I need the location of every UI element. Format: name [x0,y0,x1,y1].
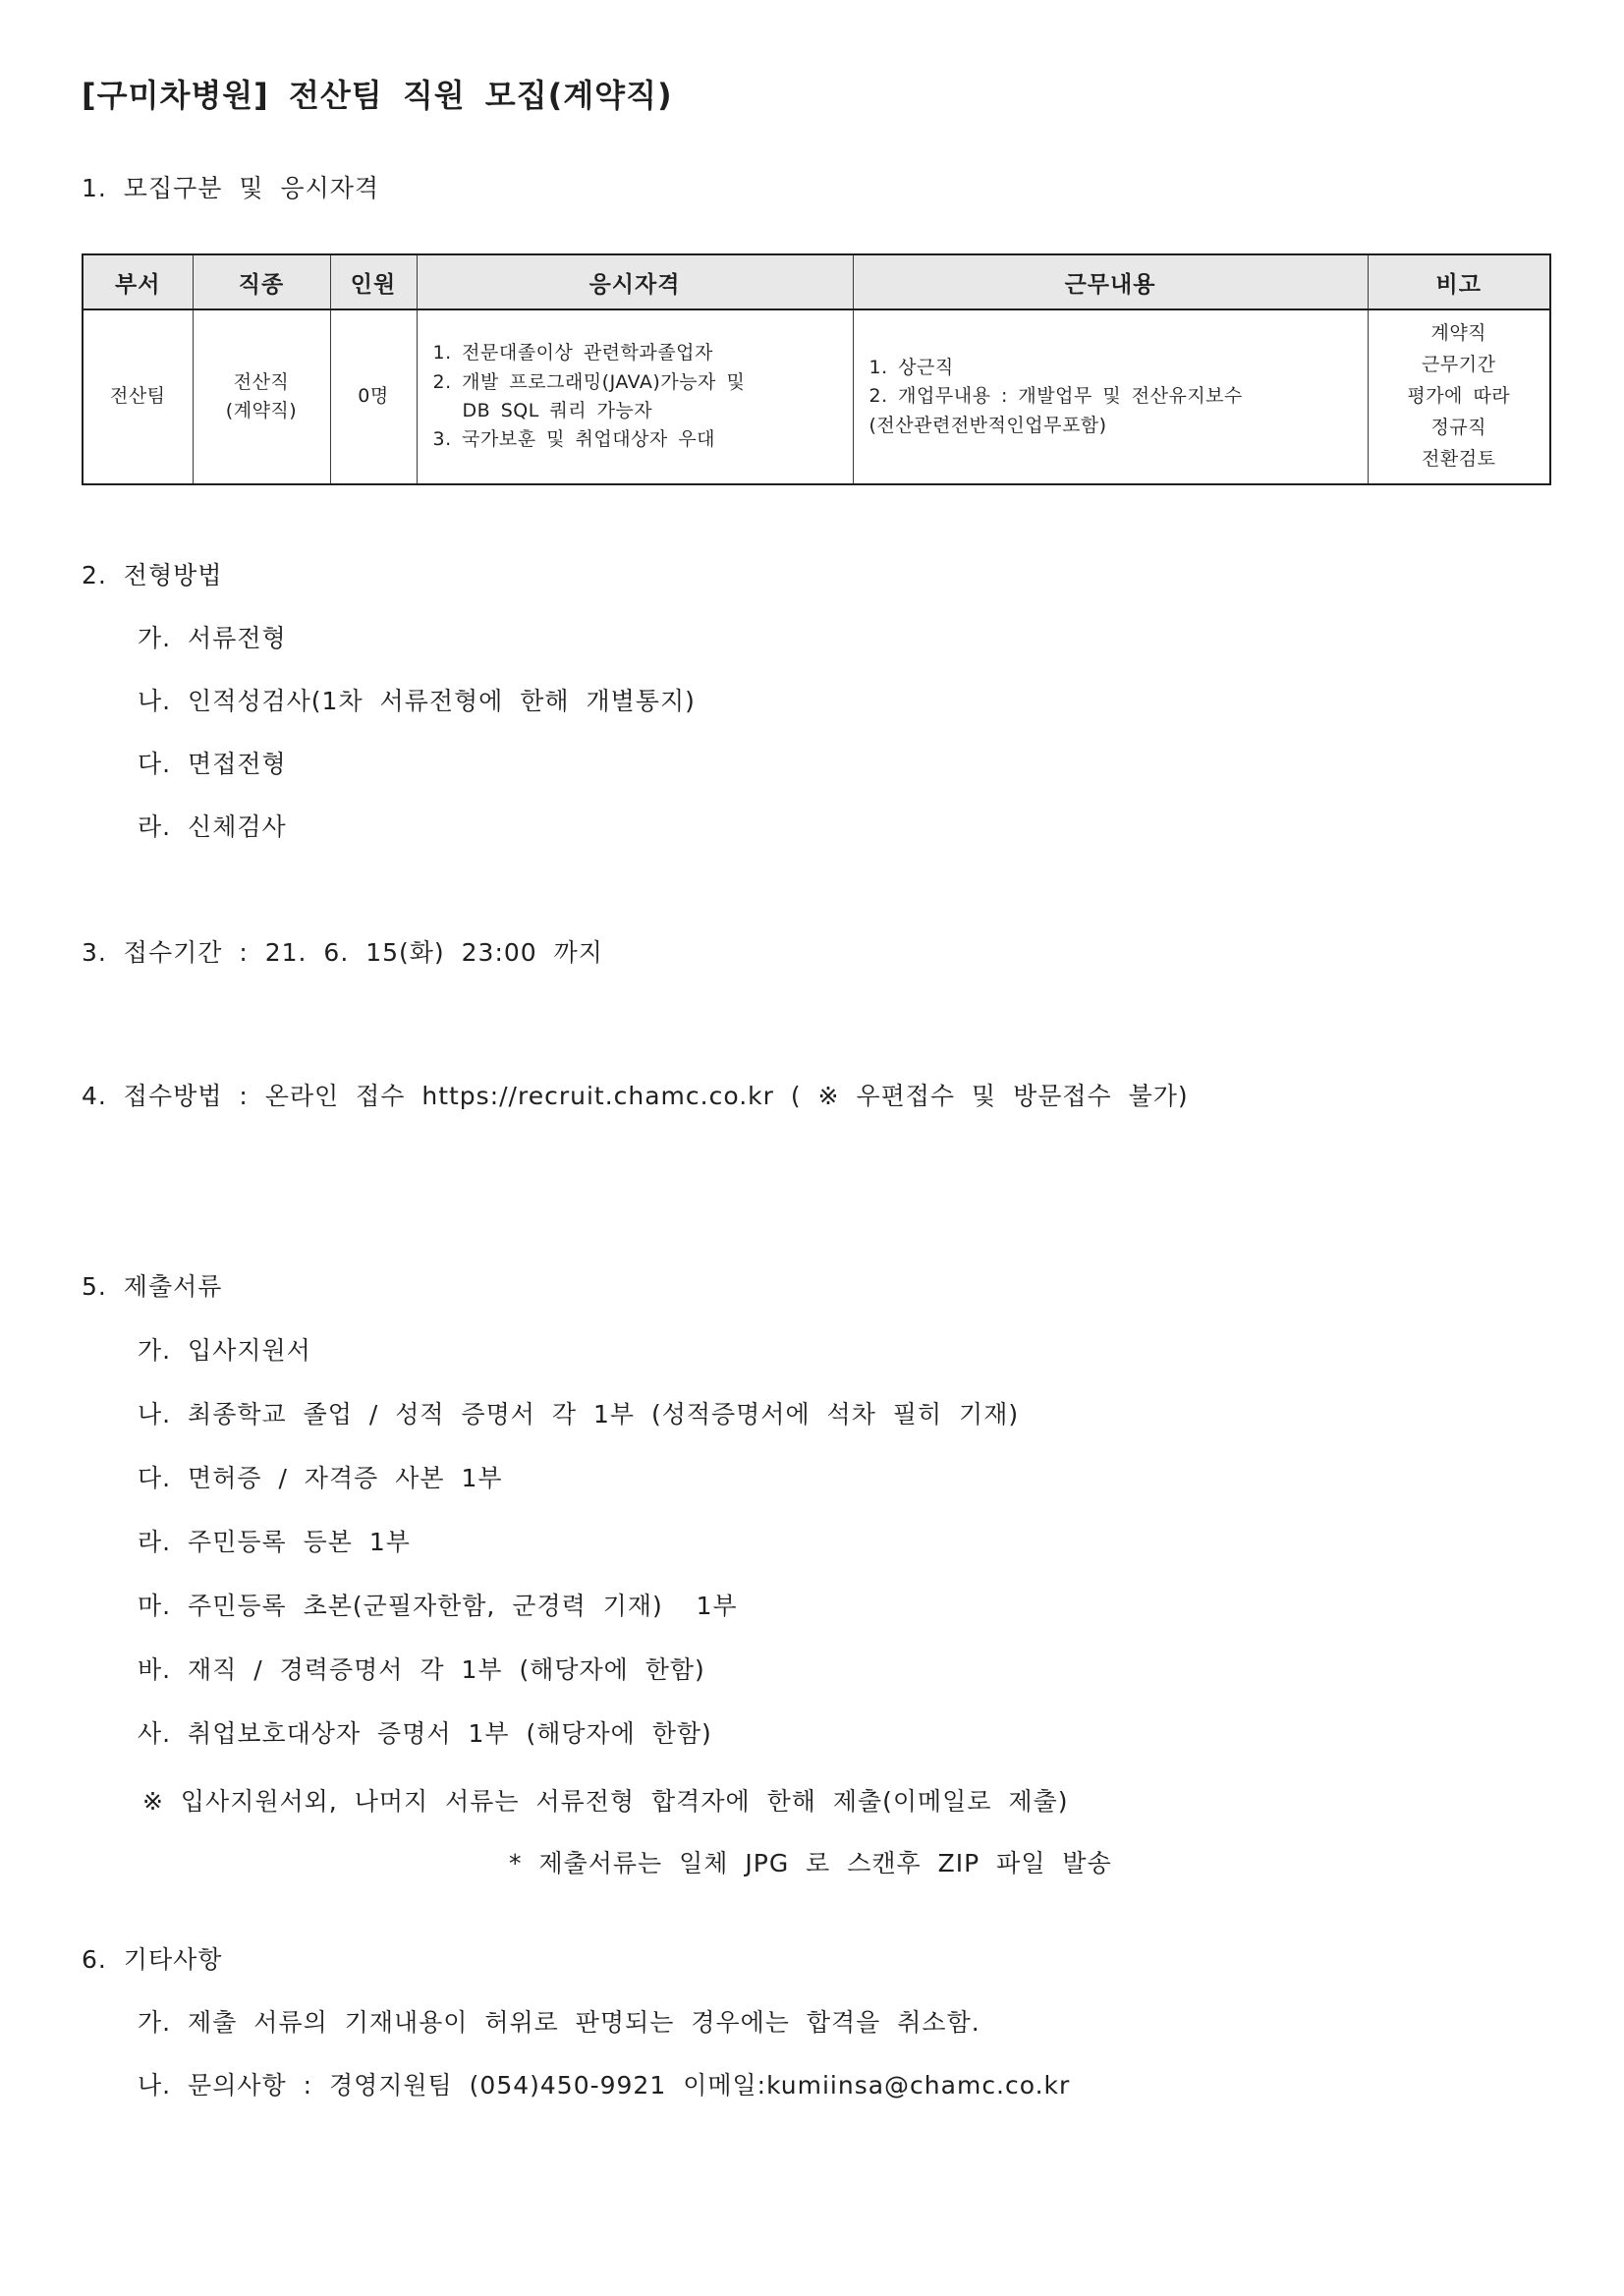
section5-heading: 5. 제출서류 [82,1272,223,1301]
section2-item-da: 다. 면접전형 [138,750,287,778]
document-title: [구미차병원] 전산팀 직원 모집(계약직) [82,77,673,114]
section6-item-na: 나. 문의사항 : 경영지원팀 (054)450-9921 이메일:kumiinsa@chamc.co.kr [138,2071,1071,2100]
section5-item-ma: 마. 주민등록 초본(군필자한함, 군경력 기재) 1부 [138,1592,738,1620]
cell-job: 전산직 (계약직) [193,309,330,484]
section2-item-ra: 라. 신체검사 [138,812,287,841]
cell-dept: 전산팀 [83,309,193,484]
section5-item-da: 다. 면허증 / 자격증 사본 1부 [138,1464,503,1492]
section5-note-submission: ※ 입사지원서외, 나머지 서류는 서류전형 합격자에 한해 제출(이메일로 제출) [142,1787,1069,1816]
cell-qualification: 1. 전문대졸이상 관련학과졸업자 2. 개발 프로그래밍(JAVA)가능자 및 DB SQL 쿼리 가능자 3. 국가보훈 및 취업대상자 우대 [417,309,853,484]
section1-heading: 1. 모집구분 및 응시자격 [82,174,380,202]
section6-heading: 6. 기타사항 [82,1945,223,1974]
section5-item-ra: 라. 주민등록 등본 1부 [138,1528,411,1556]
recruitment-table [82,253,1551,485]
header-dept: 부서 [83,254,193,309]
section4-heading: 4. 접수방법 : 온라인 접수 https://recruit.chamc.co.kr ( ※ 우편접수 및 방문접수 불가) [82,1082,1189,1110]
section5-item-ba: 바. 재직 / 경력증명서 각 1부 (해당자에 한함) [138,1655,705,1684]
header-job: 직종 [193,254,330,309]
table-row [83,309,1550,484]
section5-note-scan: * 제출서류는 일체 JPG 로 스캔후 ZIP 파일 발송 [509,1849,1112,1877]
header-qualification: 응시자격 [417,254,853,309]
section2-heading: 2. 전형방법 [82,561,223,589]
section2-item-na: 나. 인적성검사(1차 서류전형에 한해 개별통지) [138,687,696,715]
header-duties: 근무내용 [853,254,1368,309]
section2-item-ga: 가. 서류전형 [138,624,287,652]
header-note: 비고 [1368,254,1550,309]
section5-item-na: 나. 최종학교 졸업 / 성적 증명서 각 1부 (성적증명서에 석차 필히 기재) [138,1400,1020,1428]
section5-item-ga: 가. 입사지원서 [138,1336,311,1365]
table-header-row [83,254,1550,309]
header-count: 인원 [330,254,417,309]
cell-note: 계약직 근무기간 평가에 따라 정규직 전환검토 [1368,309,1550,484]
section3-heading: 3. 접수기간 : 21. 6. 15(화) 23:00 까지 [82,938,603,967]
section5-item-sa: 사. 취업보호대상자 증명서 1부 (해당자에 한함) [138,1719,712,1748]
section6-item-ga: 가. 제출 서류의 기재내용이 허위로 판명되는 경우에는 합격을 취소함. [138,2008,980,2037]
cell-count: 0명 [330,309,417,484]
cell-duties: 1. 상근직 2. 개업무내용 : 개발업무 및 전산유지보수 (전산관련전반적인업무포함) [853,309,1368,484]
